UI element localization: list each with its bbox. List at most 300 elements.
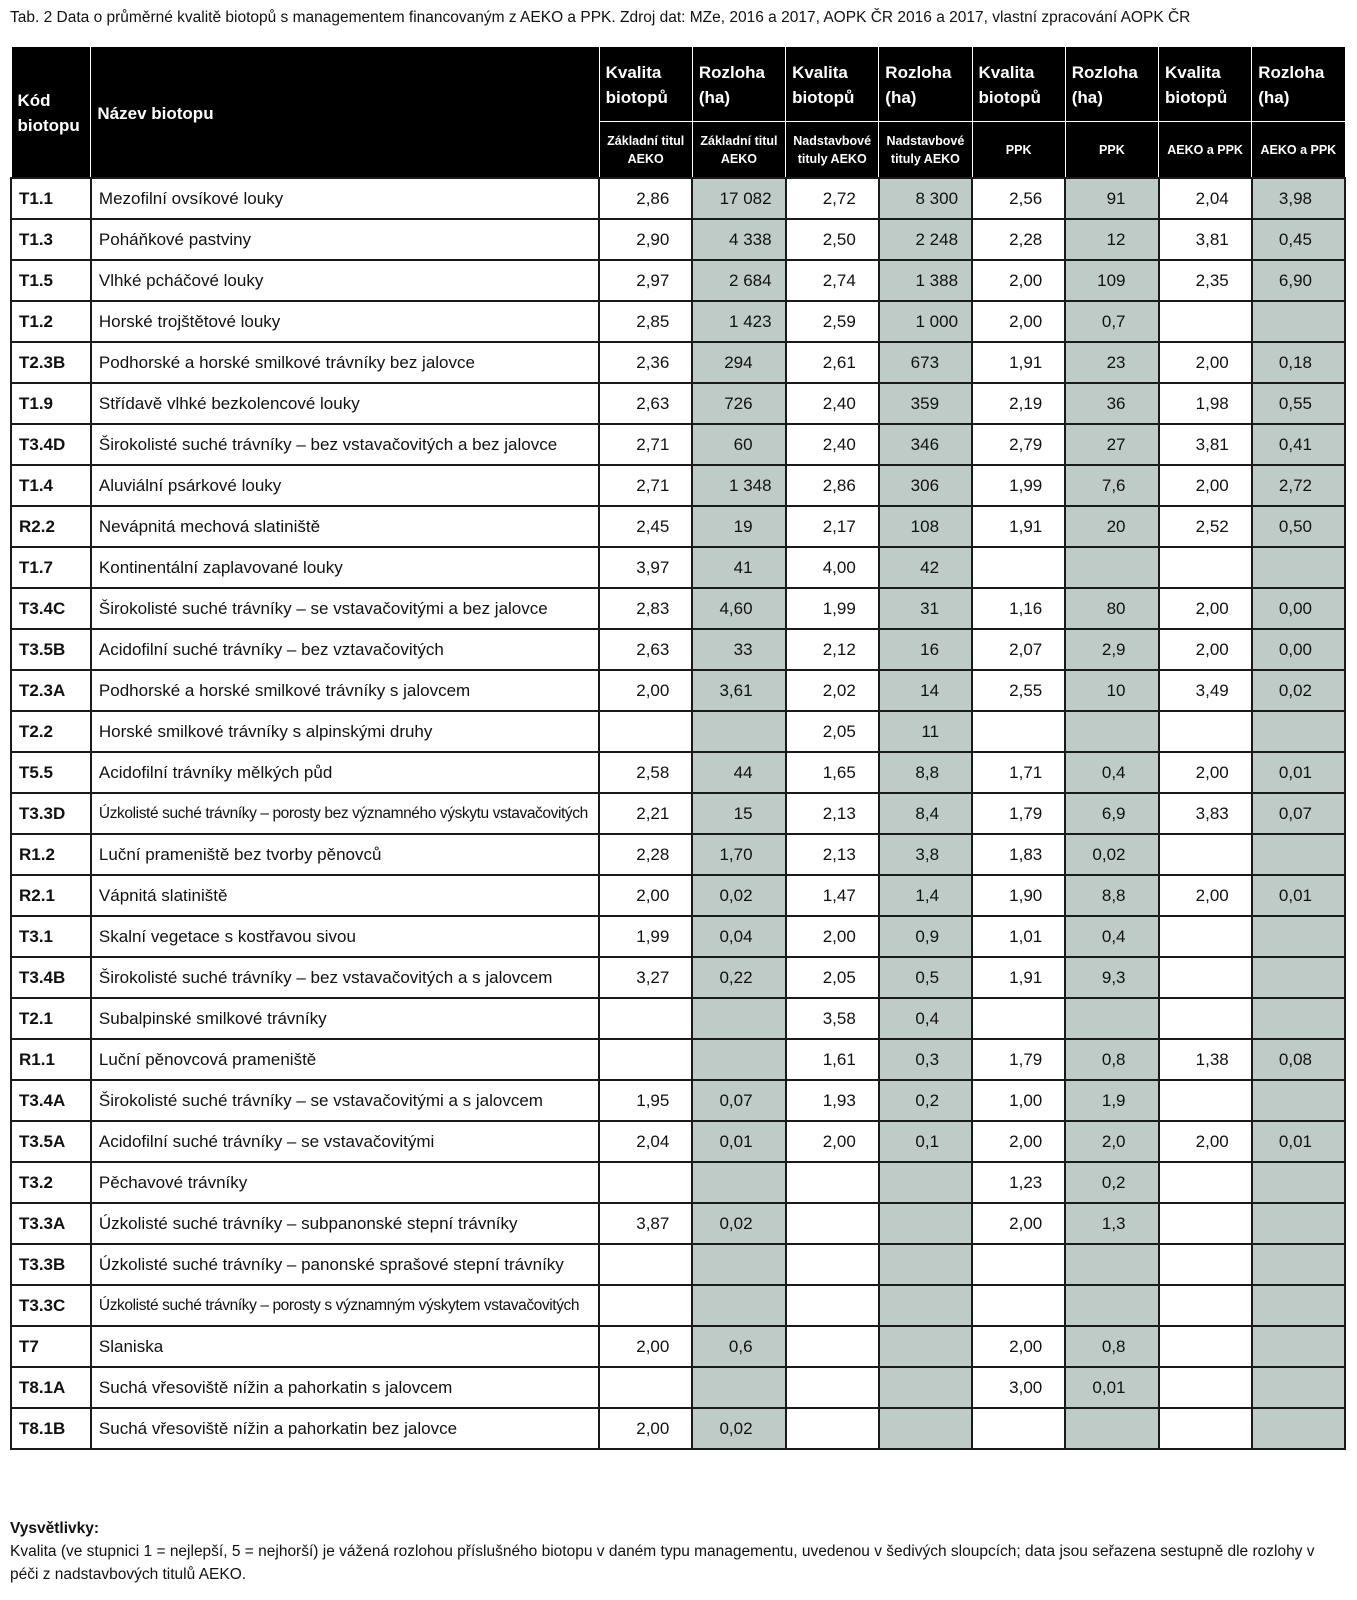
quality-cell [786, 1203, 879, 1244]
header-col-1: Kvalita biotopů [599, 47, 692, 122]
area-cell [692, 1039, 785, 1080]
quality-cell: 2,71 [599, 465, 692, 506]
quality-cell [1159, 1285, 1252, 1326]
habitat-code: T2.1 [11, 998, 91, 1039]
table-row [11, 1121, 1345, 1162]
area-cell [879, 1162, 972, 1203]
quality-cell: 2,71 [599, 424, 692, 465]
area-cell: 0,07 [692, 1080, 785, 1121]
quality-cell [1159, 1162, 1252, 1203]
table-body [11, 178, 1345, 1449]
habitat-name: Úzkolisté suché trávníky – porosty s významným výskytem vstavačovitých [91, 1285, 599, 1326]
quality-cell: 2,00 [786, 1121, 879, 1162]
area-cell [692, 998, 785, 1039]
habitat-code: T3.4A [11, 1080, 91, 1121]
habitat-name: Horské trojštětové louky [91, 301, 599, 342]
area-cell: 726 [692, 383, 785, 424]
habitat-code: T3.4C [11, 588, 91, 629]
area-cell: 14 [879, 670, 972, 711]
area-cell: 0,3 [879, 1039, 972, 1080]
quality-cell [599, 1285, 692, 1326]
quality-cell [972, 1408, 1065, 1449]
quality-cell: 2,17 [786, 506, 879, 547]
area-cell: 346 [879, 424, 972, 465]
quality-cell: 2,63 [599, 383, 692, 424]
area-cell: 1,9 [1065, 1080, 1158, 1121]
area-cell: 4 338 [692, 219, 785, 260]
table-row [11, 547, 1345, 588]
quality-cell [1159, 1408, 1252, 1449]
habitat-code: R1.2 [11, 834, 91, 875]
area-cell: 80 [1065, 588, 1158, 629]
area-cell: 15 [692, 793, 785, 834]
table-row [11, 834, 1345, 875]
area-cell: 0,01 [1065, 1367, 1158, 1408]
habitat-name: Luční prameniště bez tvorby pěnovců [91, 834, 599, 875]
habitat-name: Suchá vřesoviště nížin a pahorkatin s jalovcem [91, 1367, 599, 1408]
quality-cell: 2,45 [599, 506, 692, 547]
area-cell: 0,01 [692, 1121, 785, 1162]
habitat-code: T2.3A [11, 670, 91, 711]
quality-cell: 2,00 [1159, 465, 1252, 506]
area-cell: 9,3 [1065, 957, 1158, 998]
area-cell: 17 082 [692, 178, 785, 219]
header-name: Název biotopu [91, 47, 599, 179]
quality-cell: 2,00 [972, 1203, 1065, 1244]
area-cell [1065, 1285, 1158, 1326]
quality-cell: 2,97 [599, 260, 692, 301]
quality-cell: 1,65 [786, 752, 879, 793]
area-cell [692, 1367, 785, 1408]
area-cell: 20 [1065, 506, 1158, 547]
area-cell [879, 1367, 972, 1408]
quality-cell: 1,93 [786, 1080, 879, 1121]
habitat-name: Podhorské a horské smilkové trávníky s jalovcem [91, 670, 599, 711]
area-cell: 0,4 [879, 998, 972, 1039]
area-cell [1065, 547, 1158, 588]
quality-cell [786, 1326, 879, 1367]
quality-cell: 2,56 [972, 178, 1065, 219]
area-cell [1065, 711, 1158, 752]
quality-cell [1159, 834, 1252, 875]
quality-cell: 1,91 [972, 957, 1065, 998]
table-caption: Tab. 2 Data o průměrné kvalitě biotopů s managementem financovaným z AEKO a PPK. Zdroj dat: MZe, 2016 a 2017, AOPK ČR 2016 a 2017, vlastní zpracování AOPK ČR [10, 9, 1191, 26]
area-cell: 4,60 [692, 588, 785, 629]
area-cell: 42 [879, 547, 972, 588]
quality-cell: 1,83 [972, 834, 1065, 875]
area-cell [1065, 1408, 1158, 1449]
habitat-name: Aluviální psárkové louky [91, 465, 599, 506]
habitat-code: T3.3C [11, 1285, 91, 1326]
area-cell: 36 [1065, 383, 1158, 424]
area-cell: 23 [1065, 342, 1158, 383]
table-row [11, 1203, 1345, 1244]
area-cell: 1 388 [879, 260, 972, 301]
quality-cell: 2,35 [1159, 260, 1252, 301]
quality-cell: 3,87 [599, 1203, 692, 1244]
habitat-code: T1.4 [11, 465, 91, 506]
header-col-7: Kvalita biotopů [1159, 47, 1252, 122]
table-row [11, 424, 1345, 465]
area-cell: 0,8 [1065, 1326, 1158, 1367]
quality-cell [599, 711, 692, 752]
area-cell [1252, 916, 1345, 957]
quality-cell [1159, 711, 1252, 752]
area-cell: 0,8 [1065, 1039, 1158, 1080]
area-cell: 0,50 [1252, 506, 1345, 547]
quality-cell: 2,07 [972, 629, 1065, 670]
table-row [11, 465, 1345, 506]
area-cell [1252, 1244, 1345, 1285]
area-cell [1252, 301, 1345, 342]
quality-cell: 2,00 [599, 1408, 692, 1449]
quality-cell: 2,02 [786, 670, 879, 711]
table-row [11, 383, 1345, 424]
quality-cell: 2,00 [1159, 875, 1252, 916]
habitat-code: T3.3A [11, 1203, 91, 1244]
habitat-code: T8.1A [11, 1367, 91, 1408]
quality-cell: 2,52 [1159, 506, 1252, 547]
quality-cell: 2,86 [786, 465, 879, 506]
habitat-name: Vápnitá slatiniště [91, 875, 599, 916]
quality-cell: 1,98 [1159, 383, 1252, 424]
quality-cell [972, 547, 1065, 588]
table-row [11, 629, 1345, 670]
quality-cell: 2,00 [599, 670, 692, 711]
habitat-quality-table [10, 46, 1346, 1450]
quality-cell [1159, 1244, 1252, 1285]
table-row [11, 957, 1345, 998]
area-cell: 44 [692, 752, 785, 793]
notes [10, 1517, 1340, 1586]
habitat-code: T3.4D [11, 424, 91, 465]
area-cell: 11 [879, 711, 972, 752]
area-cell: 673 [879, 342, 972, 383]
quality-cell: 2,00 [972, 301, 1065, 342]
area-cell: 0,22 [692, 957, 785, 998]
habitat-code: T3.3D [11, 793, 91, 834]
quality-cell: 2,00 [972, 1326, 1065, 1367]
habitat-name: Acidofilní suché trávníky – bez vztavačovitých [91, 629, 599, 670]
area-cell: 0,08 [1252, 1039, 1345, 1080]
habitat-code: T3.3B [11, 1244, 91, 1285]
area-cell [692, 711, 785, 752]
quality-cell: 3,81 [1159, 424, 1252, 465]
subheader-col-2: Základní titul AEKO [692, 122, 785, 179]
quality-cell [972, 1244, 1065, 1285]
quality-cell: 1,99 [972, 465, 1065, 506]
area-cell [1065, 1244, 1158, 1285]
habitat-name: Pěchavové trávníky [91, 1162, 599, 1203]
quality-cell: 2,63 [599, 629, 692, 670]
quality-cell: 2,61 [786, 342, 879, 383]
quality-cell: 2,12 [786, 629, 879, 670]
area-cell [1252, 1408, 1345, 1449]
quality-cell: 2,85 [599, 301, 692, 342]
quality-cell: 3,49 [1159, 670, 1252, 711]
habitat-code: T3.5B [11, 629, 91, 670]
quality-cell: 1,99 [599, 916, 692, 957]
habitat-name: Kontinentální zaplavované louky [91, 547, 599, 588]
area-cell: 0,01 [1252, 875, 1345, 916]
area-cell: 0,04 [692, 916, 785, 957]
quality-cell [786, 1408, 879, 1449]
habitat-name: Poháňkové pastviny [91, 219, 599, 260]
table-row [11, 342, 1345, 383]
area-cell: 0,2 [1065, 1162, 1158, 1203]
habitat-code: T1.7 [11, 547, 91, 588]
quality-cell: 2,40 [786, 383, 879, 424]
habitat-code: T2.3B [11, 342, 91, 383]
header-col-3: Kvalita biotopů [786, 47, 879, 122]
quality-cell [1159, 998, 1252, 1039]
quality-cell: 2,58 [599, 752, 692, 793]
habitat-name: Suchá vřesoviště nížin a pahorkatin bez jalovce [91, 1408, 599, 1449]
quality-cell [1159, 1203, 1252, 1244]
area-cell: 2,72 [1252, 465, 1345, 506]
habitat-code: T7 [11, 1326, 91, 1367]
habitat-code: R2.2 [11, 506, 91, 547]
quality-cell: 2,00 [972, 1121, 1065, 1162]
quality-cell [1159, 916, 1252, 957]
area-cell: 1 000 [879, 301, 972, 342]
quality-cell: 1,95 [599, 1080, 692, 1121]
area-cell: 2 684 [692, 260, 785, 301]
quality-cell: 2,00 [1159, 342, 1252, 383]
habitat-name: Širokolisté suché trávníky – bez vstavačovitých a s jalovcem [91, 957, 599, 998]
table-row [11, 752, 1345, 793]
area-cell: 2 248 [879, 219, 972, 260]
area-cell: 1,70 [692, 834, 785, 875]
area-cell: 16 [879, 629, 972, 670]
area-cell: 0,07 [1252, 793, 1345, 834]
quality-cell [1159, 957, 1252, 998]
habitat-name: Horské smilkové trávníky s alpinskými druhy [91, 711, 599, 752]
quality-cell: 2,83 [599, 588, 692, 629]
quality-cell: 2,86 [599, 178, 692, 219]
quality-cell: 2,55 [972, 670, 1065, 711]
quality-cell [786, 1244, 879, 1285]
habitat-name: Úzkolisté suché trávníky – subpanonské stepní trávníky [91, 1203, 599, 1244]
quality-cell: 1,01 [972, 916, 1065, 957]
table-row [11, 711, 1345, 752]
habitat-name: Úzkolisté suché trávníky – panonské sprašové stepní trávníky [91, 1244, 599, 1285]
quality-cell: 3,81 [1159, 219, 1252, 260]
area-cell: 0,1 [879, 1121, 972, 1162]
quality-cell [1159, 547, 1252, 588]
habitat-name: Skalní vegetace s kostřavou sivou [91, 916, 599, 957]
table-row [11, 1039, 1345, 1080]
habitat-code: T3.2 [11, 1162, 91, 1203]
quality-cell: 1,71 [972, 752, 1065, 793]
area-cell: 0,00 [1252, 629, 1345, 670]
table-row [11, 793, 1345, 834]
habitat-name: Širokolisté suché trávníky – se vstavačovitými a s jalovcem [91, 1080, 599, 1121]
header-col-5: Kvalita biotopů [972, 47, 1065, 122]
habitat-name: Nevápnitá mechová slatiniště [91, 506, 599, 547]
habitat-code: R2.1 [11, 875, 91, 916]
table-row [11, 1285, 1345, 1326]
area-cell: 0,45 [1252, 219, 1345, 260]
area-cell: 0,4 [1065, 916, 1158, 957]
quality-cell: 1,79 [972, 793, 1065, 834]
area-cell: 0,55 [1252, 383, 1345, 424]
area-cell: 0,01 [1252, 1121, 1345, 1162]
table-row [11, 506, 1345, 547]
quality-cell: 1,99 [786, 588, 879, 629]
area-cell: 8,4 [879, 793, 972, 834]
notes-title: Vysvětlivky: [10, 1520, 100, 1537]
quality-cell [599, 1039, 692, 1080]
area-cell: 109 [1065, 260, 1158, 301]
quality-cell [786, 1162, 879, 1203]
quality-cell: 1,91 [972, 342, 1065, 383]
table-row [11, 875, 1345, 916]
area-cell: 8,8 [879, 752, 972, 793]
quality-cell [1159, 1367, 1252, 1408]
quality-cell [599, 1244, 692, 1285]
area-cell: 6,90 [1252, 260, 1345, 301]
quality-cell: 2,04 [599, 1121, 692, 1162]
table-row [11, 1367, 1345, 1408]
area-cell: 8 300 [879, 178, 972, 219]
area-cell: 3,61 [692, 670, 785, 711]
header-col-4: Rozloha (ha) [879, 47, 972, 122]
habitat-code: T1.1 [11, 178, 91, 219]
quality-cell: 2,00 [1159, 752, 1252, 793]
area-cell: 0,02 [692, 875, 785, 916]
area-cell: 0,02 [1252, 670, 1345, 711]
quality-cell [1159, 1326, 1252, 1367]
area-cell [879, 1408, 972, 1449]
quality-cell: 1,90 [972, 875, 1065, 916]
table-row [11, 1162, 1345, 1203]
area-cell: 6,9 [1065, 793, 1158, 834]
quality-cell: 2,72 [786, 178, 879, 219]
quality-cell: 2,90 [599, 219, 692, 260]
area-cell: 0,18 [1252, 342, 1345, 383]
quality-cell: 2,00 [599, 1326, 692, 1367]
quality-cell: 2,13 [786, 834, 879, 875]
area-cell: 3,98 [1252, 178, 1345, 219]
table-row [11, 178, 1345, 219]
quality-cell [786, 1285, 879, 1326]
quality-cell: 2,04 [1159, 178, 1252, 219]
area-cell [879, 1285, 972, 1326]
habitat-code: T5.5 [11, 752, 91, 793]
header-code: Kód biotopu [11, 47, 91, 179]
quality-cell: 2,00 [786, 916, 879, 957]
quality-cell: 1,38 [1159, 1039, 1252, 1080]
subheader-col-8: AEKO a PPK [1252, 122, 1345, 179]
area-cell: 0,01 [1252, 752, 1345, 793]
quality-cell [972, 998, 1065, 1039]
quality-cell: 2,05 [786, 711, 879, 752]
quality-cell [972, 711, 1065, 752]
area-cell: 0,02 [1065, 834, 1158, 875]
area-cell: 60 [692, 424, 785, 465]
area-cell [692, 1162, 785, 1203]
area-cell: 10 [1065, 670, 1158, 711]
area-cell [1252, 547, 1345, 588]
habitat-name: Acidofilní trávníky mělkých půd [91, 752, 599, 793]
area-cell: 0,7 [1065, 301, 1158, 342]
quality-cell: 2,00 [972, 260, 1065, 301]
habitat-code: T8.1B [11, 1408, 91, 1449]
quality-cell [599, 998, 692, 1039]
quality-cell: 2,36 [599, 342, 692, 383]
quality-cell: 2,59 [786, 301, 879, 342]
quality-cell [599, 1162, 692, 1203]
quality-cell: 1,16 [972, 588, 1065, 629]
quality-cell: 2,79 [972, 424, 1065, 465]
habitat-name: Slaniska [91, 1326, 599, 1367]
habitat-name: Střídavě vlhké bezkolencové louky [91, 383, 599, 424]
table-row [11, 1408, 1345, 1449]
area-cell [879, 1203, 972, 1244]
area-cell: 0,02 [692, 1408, 785, 1449]
habitat-name: Širokolisté suché trávníky – bez vstavačovitých a bez jalovce [91, 424, 599, 465]
habitat-code: T3.4B [11, 957, 91, 998]
habitat-code: T1.5 [11, 260, 91, 301]
quality-cell: 2,50 [786, 219, 879, 260]
quality-cell [599, 1367, 692, 1408]
area-cell: 91 [1065, 178, 1158, 219]
quality-cell: 1,91 [972, 506, 1065, 547]
area-cell [1252, 1203, 1345, 1244]
quality-cell [1159, 1080, 1252, 1121]
quality-cell [972, 1285, 1065, 1326]
subheader-col-4: Nadstavbové tituly AEKO [879, 122, 972, 179]
area-cell [692, 1285, 785, 1326]
subheader-col-6: PPK [1065, 122, 1158, 179]
quality-cell: 3,83 [1159, 793, 1252, 834]
quality-cell: 1,23 [972, 1162, 1065, 1203]
habitat-name: Podhorské a horské smilkové trávníky bez jalovce [91, 342, 599, 383]
area-cell: 0,02 [692, 1203, 785, 1244]
area-cell [1252, 834, 1345, 875]
area-cell: 33 [692, 629, 785, 670]
habitat-code: T1.2 [11, 301, 91, 342]
table-row [11, 1244, 1345, 1285]
area-cell [1065, 998, 1158, 1039]
habitat-name: Úzkolisté suché trávníky – porosty bez významného výskytu vstavačovitých [91, 793, 599, 834]
area-cell: 7,6 [1065, 465, 1158, 506]
habitat-code: T1.3 [11, 219, 91, 260]
area-cell [879, 1244, 972, 1285]
area-cell: 2,0 [1065, 1121, 1158, 1162]
quality-cell: 2,05 [786, 957, 879, 998]
area-cell: 0,9 [879, 916, 972, 957]
quality-cell: 3,58 [786, 998, 879, 1039]
quality-cell: 2,00 [599, 875, 692, 916]
quality-cell: 2,28 [972, 219, 1065, 260]
area-cell [1252, 1326, 1345, 1367]
area-cell [879, 1326, 972, 1367]
area-cell: 0,2 [879, 1080, 972, 1121]
area-cell: 41 [692, 547, 785, 588]
area-cell: 294 [692, 342, 785, 383]
table-row [11, 670, 1345, 711]
area-cell: 31 [879, 588, 972, 629]
area-cell [1252, 711, 1345, 752]
quality-cell: 2,00 [1159, 629, 1252, 670]
table-row [11, 301, 1345, 342]
quality-cell: 3,00 [972, 1367, 1065, 1408]
quality-cell: 2,74 [786, 260, 879, 301]
notes-text: Kvalita (ve stupnici 1 = nejlepší, 5 = nejhorší) je vážená rozlohou příslušného biotopu v daném typu managementu, uvedenou v šedivých sloupcích; data jsou seřazena sestupně dle rozlohy v péči z nadstavbových titulů AEKO. [10, 1543, 1315, 1583]
area-cell: 12 [1065, 219, 1158, 260]
